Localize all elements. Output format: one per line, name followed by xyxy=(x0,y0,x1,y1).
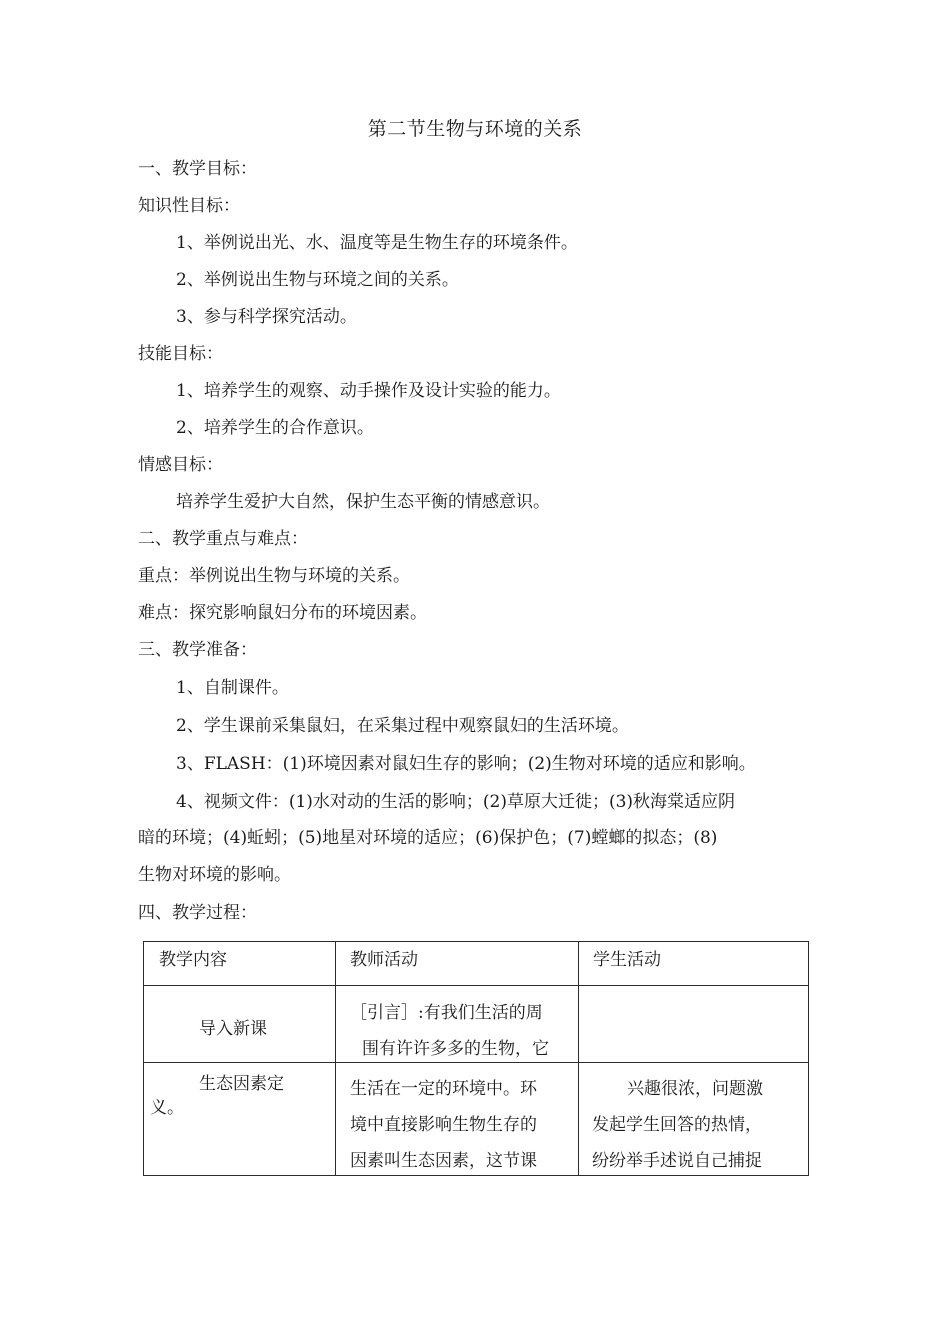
emotion-objectives-heading: 情感目标： xyxy=(138,455,223,475)
table-cell xyxy=(579,1063,809,1176)
knowledge-item: 2、举例说出生物与环境之间的关系。 xyxy=(176,270,459,290)
prep-item-4-line: 生物对环境的影响。 xyxy=(138,865,291,885)
prep-item: 2、学生课前采集鼠妇，在采集过程中观察鼠妇的生活环境。 xyxy=(176,716,629,736)
row2-content-line: 生态因素定 xyxy=(199,1074,284,1094)
table-cell xyxy=(144,986,336,1063)
skill-item: 1、培养学生的观察、动手操作及设计实验的能力。 xyxy=(176,381,561,401)
table-cell xyxy=(336,986,579,1063)
table-cell xyxy=(144,1063,336,1176)
prep-item: 1、自制课件。 xyxy=(176,678,289,698)
section-heading-preparation: 三、教学准备： xyxy=(138,640,257,660)
row2-content-line: 义。 xyxy=(150,1098,184,1118)
section-heading-key-points: 二、教学重点与难点： xyxy=(138,529,308,549)
section-heading-process: 四、教学过程： xyxy=(138,903,257,923)
difficult-point: 难点：探究影响鼠妇分布的环境因素。 xyxy=(138,603,427,623)
row2-student-line: 兴趣很浓，问题激 xyxy=(627,1079,763,1099)
table-row xyxy=(144,986,809,1063)
table-cell xyxy=(579,986,809,1063)
section-heading-objectives: 一、教学目标： xyxy=(138,159,257,179)
row1-teacher-line: 围有许许多多的生物，它 xyxy=(362,1039,549,1059)
knowledge-item: 3、参与科学探究活动。 xyxy=(176,307,357,327)
table-header-cell xyxy=(144,942,336,986)
skill-item: 2、培养学生的合作意识。 xyxy=(176,418,374,438)
prep-item: 3、FLASH：(1)环境因素对鼠妇生存的影响；(2)生物对环境的适应和影响。 xyxy=(176,754,756,774)
row2-student-line: 发起学生回答的热情， xyxy=(592,1115,762,1135)
row1-teacher-line: ［引言］:有我们生活的周 xyxy=(350,1003,543,1023)
prep-item-4-line: 4、视频文件：(1)水对动的生活的影响；(2)草原大迁徙；(3)秋海棠适应阴 xyxy=(176,792,736,812)
header-content: 教学内容 xyxy=(159,950,227,970)
row2-teacher-line: 因素叫生态因素，这节课 xyxy=(350,1151,537,1171)
knowledge-objectives-heading: 知识性目标： xyxy=(138,196,240,216)
header-teacher: 教师活动 xyxy=(350,950,418,970)
table-header-cell xyxy=(579,942,809,986)
document-title: 第二节生物与环境的关系 xyxy=(367,118,583,140)
table-header-row xyxy=(144,942,809,986)
row1-content: 导入新课 xyxy=(199,1019,267,1039)
row2-teacher-line: 境中直接影响生物生存的 xyxy=(350,1115,537,1135)
key-point: 重点：举例说出生物与环境的关系。 xyxy=(138,566,410,586)
table-cell xyxy=(336,1063,579,1176)
prep-item-4-line: 暗的环境；(4)蚯蚓；(5)地星对环境的适应；(6)保护色；(7)螳螂的拟态；(8) xyxy=(138,828,718,848)
table-header-cell xyxy=(336,942,579,986)
row2-teacher-line: 生活在一定的环境中。环 xyxy=(350,1079,537,1099)
row2-student-line: 纷纷举手述说自己捕捉 xyxy=(592,1151,762,1171)
header-student: 学生活动 xyxy=(593,950,661,970)
emotion-objective-text: 培养学生爱护大自然，保护生态平衡的情感意识。 xyxy=(176,492,550,512)
table-row xyxy=(144,1063,809,1176)
knowledge-item: 1、举例说出光、水、温度等是生物生存的环境条件。 xyxy=(176,233,578,253)
teaching-process-table xyxy=(143,941,809,1176)
skill-objectives-heading: 技能目标： xyxy=(138,344,223,364)
